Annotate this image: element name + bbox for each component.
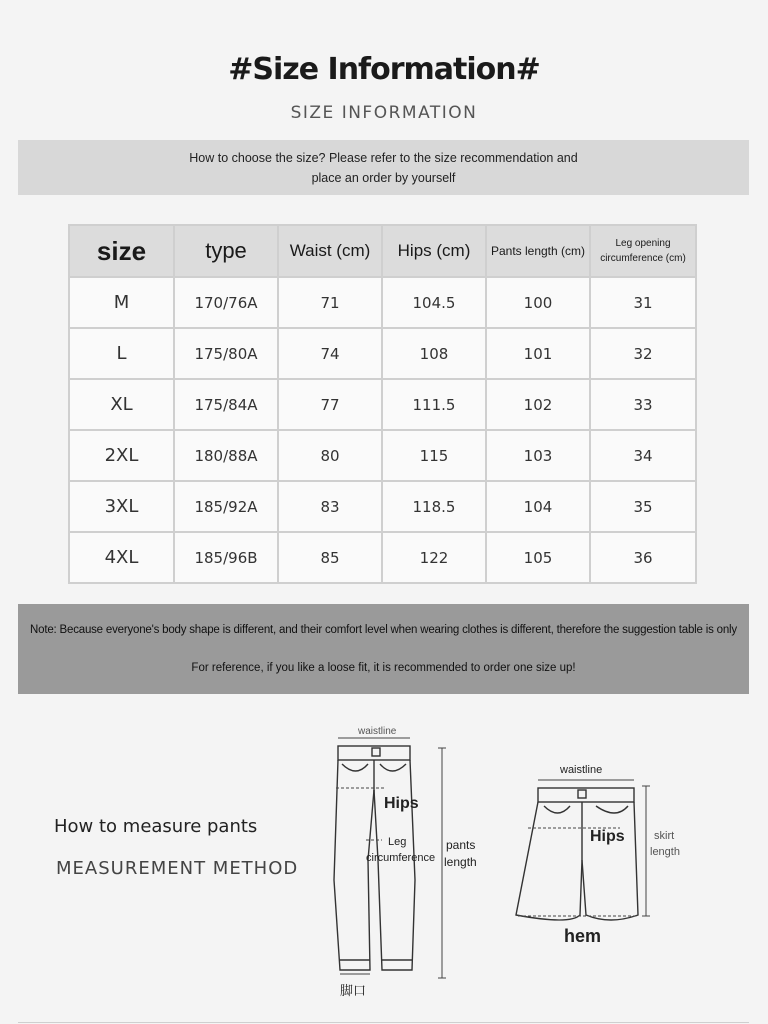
table-cell-type: 175/84A [174, 379, 278, 430]
table-header-size: size [69, 225, 174, 277]
pants-leg-label-line2: circumference [366, 852, 436, 864]
table-cell-pants-length: 103 [486, 430, 590, 481]
table-cell-hips: 111.5 [382, 379, 486, 430]
fit-note-line2: For reference, if you like a loose fit, it is recommended to order one size up! [191, 662, 576, 674]
size-table [68, 224, 697, 584]
table-cell-size: 3XL [69, 481, 174, 532]
table-row [69, 328, 696, 379]
table-cell-waist: 74 [278, 328, 382, 379]
skirt-length-label-line1: skirt [654, 830, 675, 842]
pants-waistline-label: waistline [358, 726, 397, 737]
table-cell-leg-opening: 35 [590, 481, 696, 532]
table-cell-leg-opening: 32 [590, 328, 696, 379]
table-row [69, 481, 696, 532]
pants-hem-label: 脚口 [340, 983, 367, 998]
table-header-leg-opening: Leg opening circumference (cm) [590, 225, 696, 277]
measure-subtitle: MEASUREMENT METHOD [56, 858, 299, 879]
bottom-divider [18, 1022, 749, 1023]
table-cell-size: L [69, 328, 174, 379]
pants-length-label-line2: length [444, 855, 477, 869]
table-cell-hips: 115 [382, 430, 486, 481]
table-cell-waist: 77 [278, 379, 382, 430]
table-cell-leg-opening: 33 [590, 379, 696, 430]
skirt-hips-label: Hips [590, 828, 625, 845]
table-cell-type: 185/96B [174, 532, 278, 583]
table-header-row [69, 225, 696, 277]
table-cell-hips: 118.5 [382, 481, 486, 532]
table-cell-size: 4XL [69, 532, 174, 583]
table-cell-type: 170/76A [174, 277, 278, 328]
table-row [69, 430, 696, 481]
size-advice-text: How to choose the size? Please refer to the size recommendation and place an order by yourself [189, 150, 578, 185]
skirt-waistline-label: waistline [560, 764, 603, 776]
page-subtitle: SIZE INFORMATION [290, 103, 478, 123]
table-cell-size: 2XL [69, 430, 174, 481]
table-cell-waist: 80 [278, 430, 382, 481]
pants-length-label-line1: pants [446, 838, 476, 852]
table-cell-waist: 85 [278, 532, 382, 583]
pants-hips-label: Hips [384, 795, 419, 812]
fit-note-banner [18, 604, 749, 694]
table-cell-pants-length: 100 [486, 277, 590, 328]
table-cell-type: 175/80A [174, 328, 278, 379]
measure-title: How to measure pants [54, 816, 258, 837]
table-cell-pants-length: 105 [486, 532, 590, 583]
table-cell-type: 185/92A [174, 481, 278, 532]
table-row [69, 532, 696, 583]
table-header-hips: Hips (cm) [382, 225, 486, 277]
table-row [69, 277, 696, 328]
skirt-hem-label: hem [564, 926, 602, 946]
table-cell-leg-opening: 36 [590, 532, 696, 583]
table-header-waist: Waist (cm) [278, 225, 382, 277]
table-cell-hips: 122 [382, 532, 486, 583]
table-cell-leg-opening: 34 [590, 430, 696, 481]
table-cell-hips: 104.5 [382, 277, 486, 328]
skirt-length-label-line2: length [650, 846, 680, 858]
table-cell-pants-length: 101 [486, 328, 590, 379]
size-advice-banner [18, 140, 749, 195]
measurement-diagram [320, 720, 700, 1000]
pants-leg-label-line1: Leg [388, 836, 407, 848]
table-cell-size: XL [69, 379, 174, 430]
table-cell-hips: 108 [382, 328, 486, 379]
table-cell-size: M [69, 277, 174, 328]
table-cell-waist: 71 [278, 277, 382, 328]
table-cell-pants-length: 102 [486, 379, 590, 430]
table-header-type: type [174, 225, 278, 277]
table-row [69, 379, 696, 430]
table-header-pants-length: Pants length (cm) [486, 225, 590, 277]
table-cell-type: 180/88A [174, 430, 278, 481]
table-cell-waist: 83 [278, 481, 382, 532]
table-cell-pants-length: 104 [486, 481, 590, 532]
table-cell-leg-opening: 31 [590, 277, 696, 328]
page-title: #Size Information# [228, 52, 540, 87]
fit-note-line1: Note: Because everyone's body shape is different, and their comfort level when wearing clothes is different, therefore the suggestion table is only [30, 624, 737, 636]
